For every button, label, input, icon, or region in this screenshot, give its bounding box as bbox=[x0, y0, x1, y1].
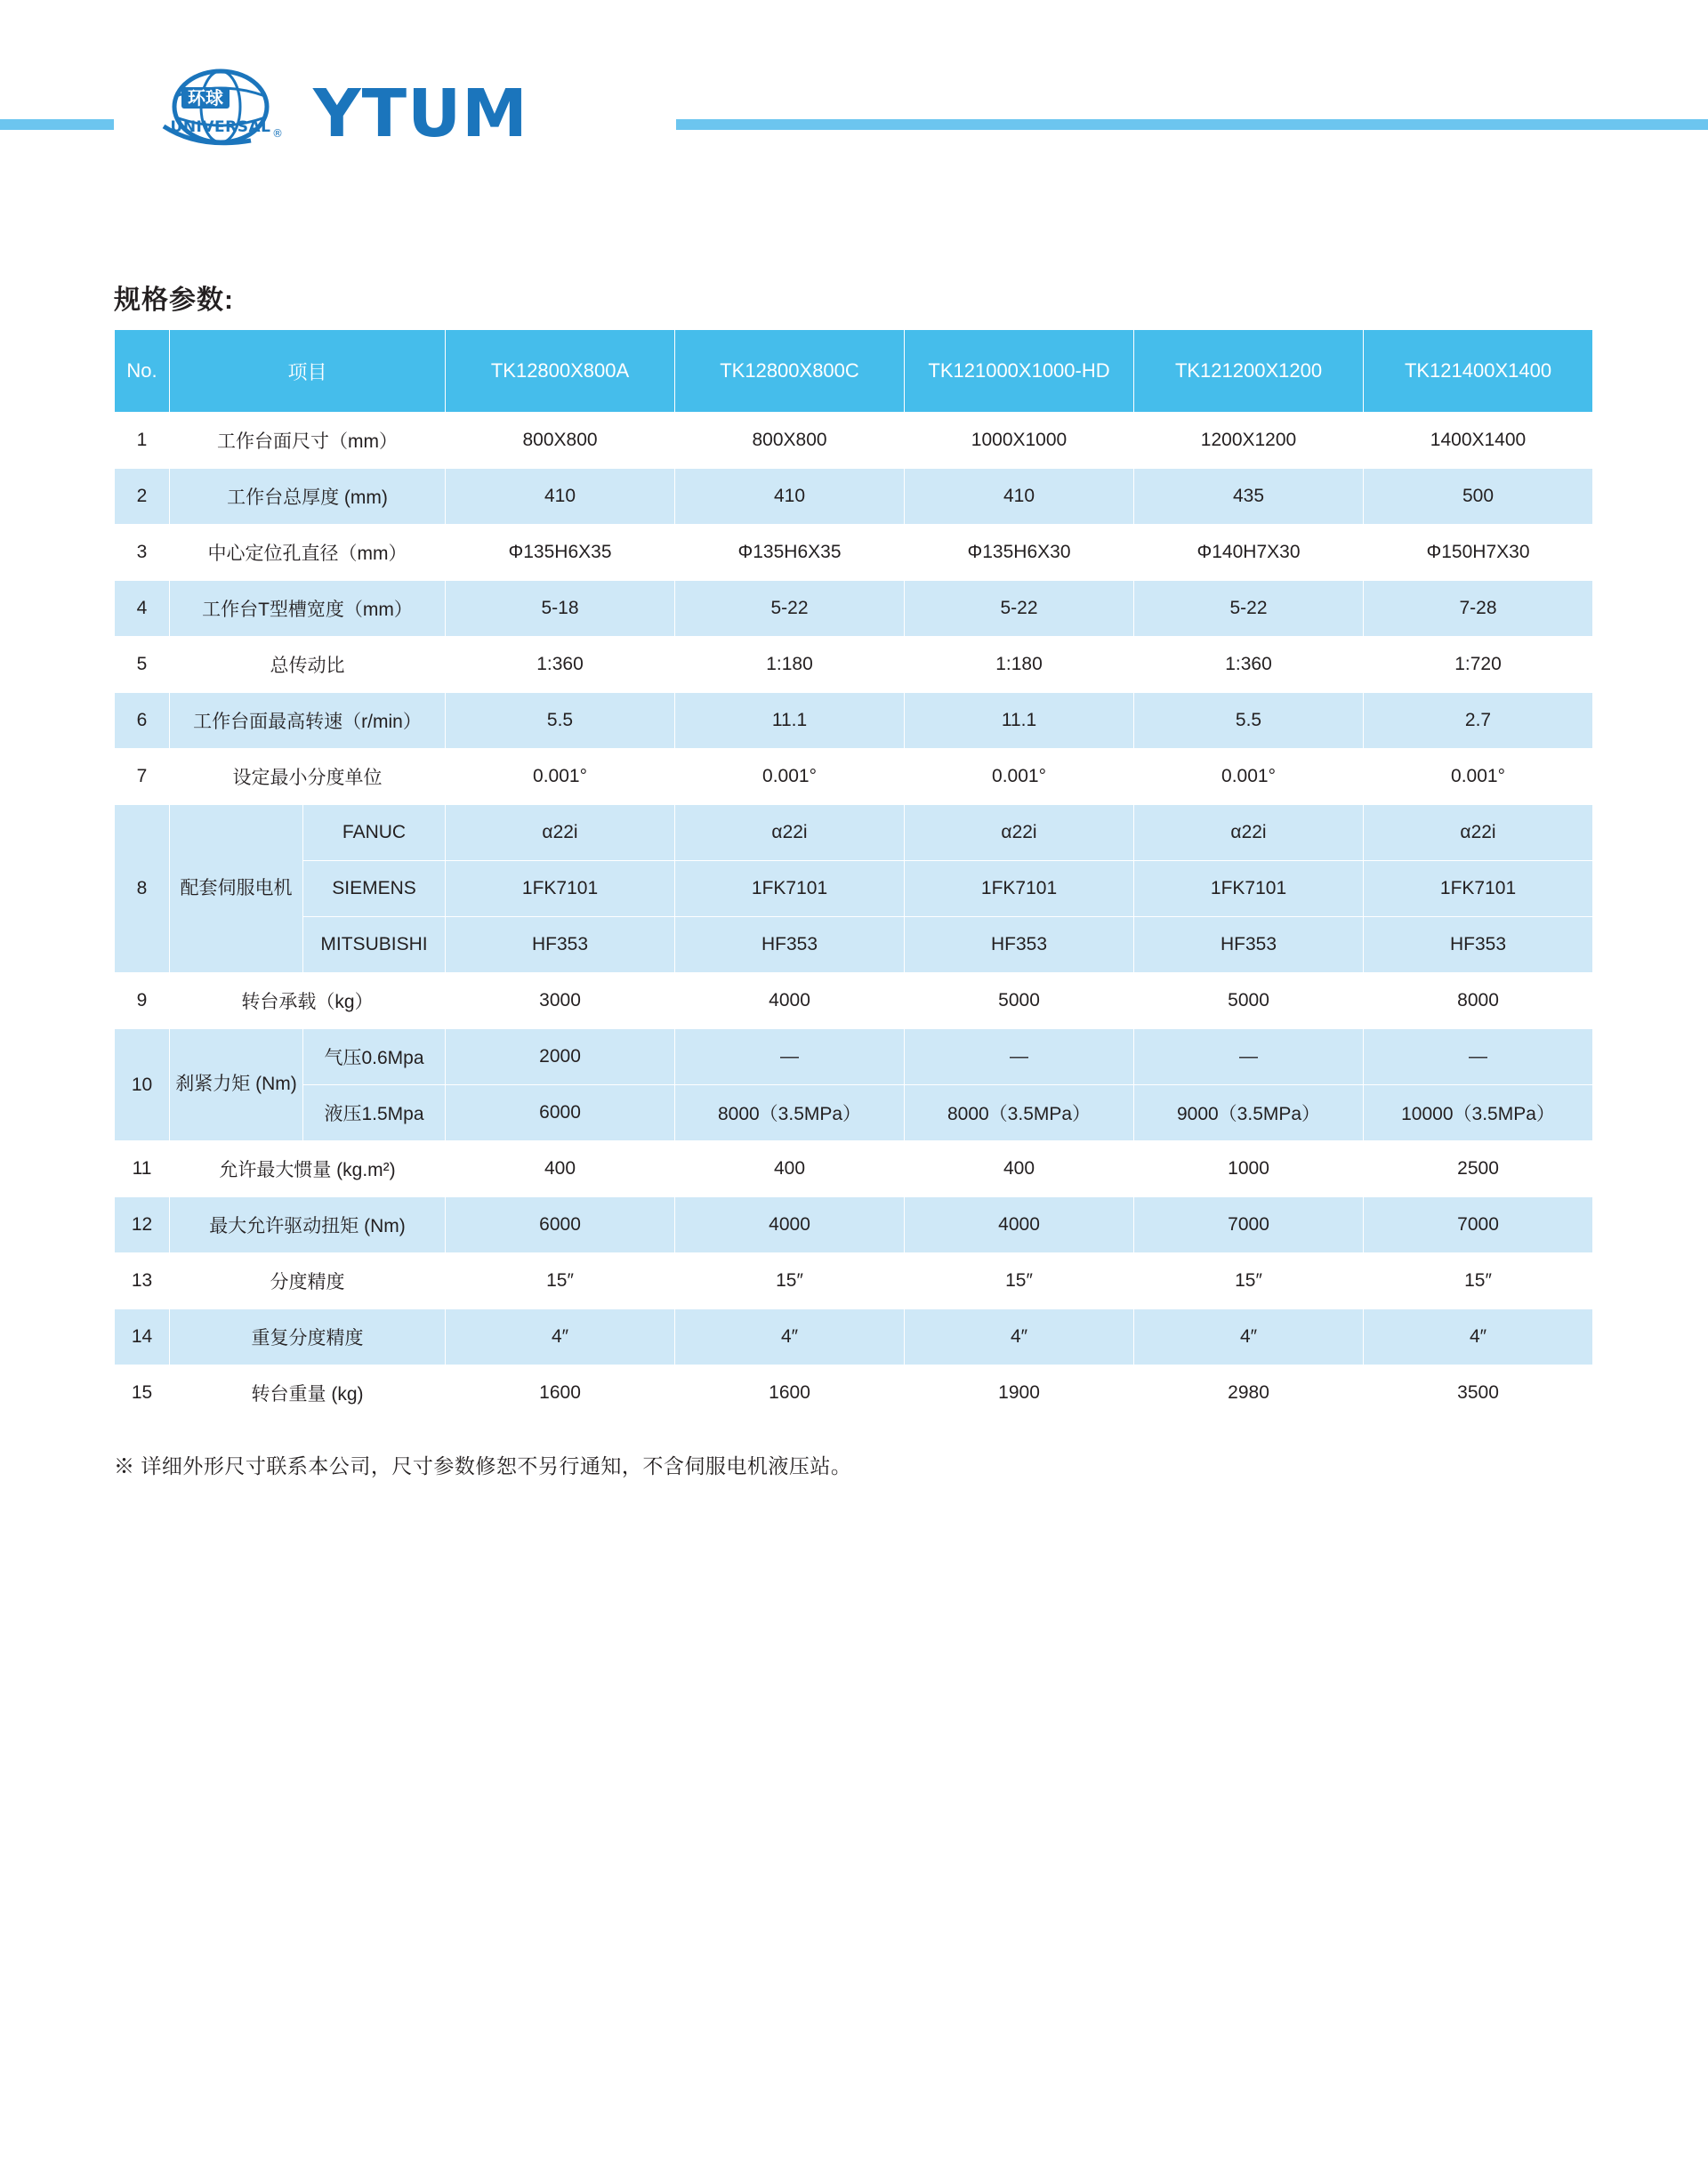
row-value: 400 bbox=[675, 1141, 905, 1197]
svg-text:UNIVERSAL: UNIVERSAL bbox=[170, 118, 271, 136]
row-value: 5000 bbox=[905, 973, 1134, 1029]
row-value: 0.001° bbox=[1364, 749, 1593, 805]
row-value: 5-22 bbox=[1134, 581, 1364, 637]
row-value: 4″ bbox=[675, 1309, 905, 1365]
row-no: 1 bbox=[115, 413, 170, 469]
row-item: 分度精度 bbox=[170, 1253, 446, 1309]
col-header-item: 项目 bbox=[170, 330, 446, 413]
row-value: 4″ bbox=[1134, 1309, 1364, 1365]
row-value: 4″ bbox=[446, 1309, 675, 1365]
table-row bbox=[115, 1085, 1593, 1141]
row-value: 9000（3.5MPa） bbox=[1134, 1085, 1364, 1141]
row-value: 1:180 bbox=[675, 637, 905, 693]
row-value: 2980 bbox=[1134, 1365, 1364, 1421]
row-item: 设定最小分度单位 bbox=[170, 749, 446, 805]
row-value: — bbox=[905, 1029, 1134, 1085]
row-value: 1600 bbox=[446, 1365, 675, 1421]
row-value: 0.001° bbox=[1134, 749, 1364, 805]
universal-globe-icon bbox=[158, 64, 290, 164]
row-value: 7-28 bbox=[1364, 581, 1593, 637]
row-value: 7000 bbox=[1364, 1197, 1593, 1253]
row-value: HF353 bbox=[446, 917, 675, 973]
row-value: α22i bbox=[675, 805, 905, 861]
row-value: 10000（3.5MPa） bbox=[1364, 1085, 1593, 1141]
row-value: Φ135H6X35 bbox=[446, 525, 675, 581]
row-value: 1FK7101 bbox=[446, 861, 675, 917]
row-value: 2000 bbox=[446, 1029, 675, 1085]
header-rule-right bbox=[676, 119, 1708, 130]
row-value: 410 bbox=[905, 469, 1134, 525]
row-value: — bbox=[675, 1029, 905, 1085]
row-subitem: MITSUBISHI bbox=[303, 917, 446, 973]
row-no: 13 bbox=[115, 1253, 170, 1309]
row-value: 3500 bbox=[1364, 1365, 1593, 1421]
row-value: Φ135H6X30 bbox=[905, 525, 1134, 581]
row-subitem: 气压0.6Mpa bbox=[303, 1029, 446, 1085]
row-value: 15″ bbox=[446, 1253, 675, 1309]
row-value: 11.1 bbox=[905, 693, 1134, 749]
row-item: 总传动比 bbox=[170, 637, 446, 693]
footnote: ※ 详细外形尺寸联系本公司，尺寸参数修恕不另行通知，不含伺服电机液压站。 bbox=[114, 1454, 852, 1477]
row-no: 4 bbox=[115, 581, 170, 637]
row-value: 1:360 bbox=[1134, 637, 1364, 693]
row-value: 1200X1200 bbox=[1134, 413, 1364, 469]
row-value: 1900 bbox=[905, 1365, 1134, 1421]
page-title: 规格参数: bbox=[114, 286, 234, 315]
row-item: 配套伺服电机 bbox=[170, 805, 303, 973]
row-value: α22i bbox=[1134, 805, 1364, 861]
row-value: HF353 bbox=[1134, 917, 1364, 973]
row-value: 435 bbox=[1134, 469, 1364, 525]
table-row bbox=[115, 1141, 1593, 1197]
row-value: Φ150H7X30 bbox=[1364, 525, 1593, 581]
row-subitem: 液压1.5Mpa bbox=[303, 1085, 446, 1141]
table-row bbox=[115, 469, 1593, 525]
col-header-model-2: TK12800X800C bbox=[675, 330, 905, 413]
row-value: 4″ bbox=[1364, 1309, 1593, 1365]
page-header bbox=[0, 0, 1708, 178]
brand-logo bbox=[158, 64, 528, 164]
row-no: 12 bbox=[115, 1197, 170, 1253]
row-no: 15 bbox=[115, 1365, 170, 1421]
row-value: 5-18 bbox=[446, 581, 675, 637]
row-item: 转台重量 (kg) bbox=[170, 1365, 446, 1421]
row-value: 1:180 bbox=[905, 637, 1134, 693]
row-value: 15″ bbox=[1134, 1253, 1364, 1309]
row-value: 0.001° bbox=[675, 749, 905, 805]
header-rule-left bbox=[0, 119, 114, 130]
row-no: 9 bbox=[115, 973, 170, 1029]
row-item: 最大允许驱动扭矩 (Nm) bbox=[170, 1197, 446, 1253]
row-item: 工作台面尺寸（mm） bbox=[170, 413, 446, 469]
svg-text:环球: 环球 bbox=[188, 87, 223, 109]
col-header-model-1: TK12800X800A bbox=[446, 330, 675, 413]
table-row bbox=[115, 1253, 1593, 1309]
row-item: 允许最大惯量 (kg.m²) bbox=[170, 1141, 446, 1197]
table-row bbox=[115, 581, 1593, 637]
table-row bbox=[115, 1029, 1593, 1085]
row-value: 8000（3.5MPa） bbox=[675, 1085, 905, 1141]
row-value: 7000 bbox=[1134, 1197, 1364, 1253]
row-value: 1FK7101 bbox=[1364, 861, 1593, 917]
row-item: 中心定位孔直径（mm） bbox=[170, 525, 446, 581]
row-value: 1FK7101 bbox=[675, 861, 905, 917]
row-value: HF353 bbox=[1364, 917, 1593, 973]
row-value: 4″ bbox=[905, 1309, 1134, 1365]
row-value: 15″ bbox=[1364, 1253, 1593, 1309]
row-value: α22i bbox=[905, 805, 1134, 861]
table-row bbox=[115, 413, 1593, 469]
col-header-model-5: TK121400X1400 bbox=[1364, 330, 1593, 413]
col-header-model-3: TK121000X1000-HD bbox=[905, 330, 1134, 413]
table-row bbox=[115, 917, 1593, 973]
row-value: HF353 bbox=[905, 917, 1134, 973]
row-value: 0.001° bbox=[905, 749, 1134, 805]
row-value: 1600 bbox=[675, 1365, 905, 1421]
row-value: 410 bbox=[675, 469, 905, 525]
row-value: 6000 bbox=[446, 1085, 675, 1141]
row-value: 400 bbox=[905, 1141, 1134, 1197]
row-item: 转台承载（kg） bbox=[170, 973, 446, 1029]
row-value: 1000 bbox=[1134, 1141, 1364, 1197]
row-no: 8 bbox=[115, 805, 170, 973]
brand-wordmark: YTUM bbox=[313, 76, 528, 152]
table-row bbox=[115, 1309, 1593, 1365]
row-value: 3000 bbox=[446, 973, 675, 1029]
row-value: 800X800 bbox=[446, 413, 675, 469]
row-value: 1:360 bbox=[446, 637, 675, 693]
row-value: 2.7 bbox=[1364, 693, 1593, 749]
row-value: 410 bbox=[446, 469, 675, 525]
row-value: 11.1 bbox=[675, 693, 905, 749]
row-value: 800X800 bbox=[675, 413, 905, 469]
table-row bbox=[115, 637, 1593, 693]
table-row bbox=[115, 525, 1593, 581]
table-row bbox=[115, 973, 1593, 1029]
row-value: 5.5 bbox=[1134, 693, 1364, 749]
row-subitem: FANUC bbox=[303, 805, 446, 861]
row-value: HF353 bbox=[675, 917, 905, 973]
row-value: 8000 bbox=[1364, 973, 1593, 1029]
row-value: 2500 bbox=[1364, 1141, 1593, 1197]
row-item: 刹紧力矩 (Nm) bbox=[170, 1029, 303, 1141]
row-value: 6000 bbox=[446, 1197, 675, 1253]
col-header-no: No. bbox=[115, 330, 170, 413]
table-row bbox=[115, 861, 1593, 917]
table-row bbox=[115, 1365, 1593, 1421]
row-no: 7 bbox=[115, 749, 170, 805]
specifications-table bbox=[114, 329, 1593, 1421]
row-item: 工作台总厚度 (mm) bbox=[170, 469, 446, 525]
row-value: 400 bbox=[446, 1141, 675, 1197]
table-row bbox=[115, 693, 1593, 749]
row-value: Φ140H7X30 bbox=[1134, 525, 1364, 581]
row-value: 1400X1400 bbox=[1364, 413, 1593, 469]
table-row bbox=[115, 1197, 1593, 1253]
row-value: 5.5 bbox=[446, 693, 675, 749]
row-value: α22i bbox=[446, 805, 675, 861]
row-item: 工作台T型槽宽度（mm） bbox=[170, 581, 446, 637]
row-value: — bbox=[1134, 1029, 1364, 1085]
row-value: 15″ bbox=[675, 1253, 905, 1309]
row-value: 4000 bbox=[675, 973, 905, 1029]
row-value: 5-22 bbox=[905, 581, 1134, 637]
row-item: 工作台面最高转速（r/min） bbox=[170, 693, 446, 749]
row-value: 15″ bbox=[905, 1253, 1134, 1309]
row-value: 1:720 bbox=[1364, 637, 1593, 693]
row-no: 10 bbox=[115, 1029, 170, 1141]
table-row bbox=[115, 805, 1593, 861]
row-value: 1FK7101 bbox=[1134, 861, 1364, 917]
row-value: 5-22 bbox=[675, 581, 905, 637]
row-no: 11 bbox=[115, 1141, 170, 1197]
row-no: 14 bbox=[115, 1309, 170, 1365]
table-header-row bbox=[115, 330, 1593, 413]
row-value: 500 bbox=[1364, 469, 1593, 525]
row-no: 6 bbox=[115, 693, 170, 749]
row-item: 重复分度精度 bbox=[170, 1309, 446, 1365]
row-no: 3 bbox=[115, 525, 170, 581]
row-value: 5000 bbox=[1134, 973, 1364, 1029]
row-subitem: SIEMENS bbox=[303, 861, 446, 917]
col-header-model-4: TK121200X1200 bbox=[1134, 330, 1364, 413]
row-no: 5 bbox=[115, 637, 170, 693]
svg-text:®: ® bbox=[272, 127, 283, 140]
row-value: 1FK7101 bbox=[905, 861, 1134, 917]
row-value: 8000（3.5MPa） bbox=[905, 1085, 1134, 1141]
row-no: 2 bbox=[115, 469, 170, 525]
row-value: 4000 bbox=[905, 1197, 1134, 1253]
row-value: Φ135H6X35 bbox=[675, 525, 905, 581]
row-value: 0.001° bbox=[446, 749, 675, 805]
table-row bbox=[115, 749, 1593, 805]
row-value: α22i bbox=[1364, 805, 1593, 861]
row-value: — bbox=[1364, 1029, 1593, 1085]
row-value: 1000X1000 bbox=[905, 413, 1134, 469]
row-value: 4000 bbox=[675, 1197, 905, 1253]
